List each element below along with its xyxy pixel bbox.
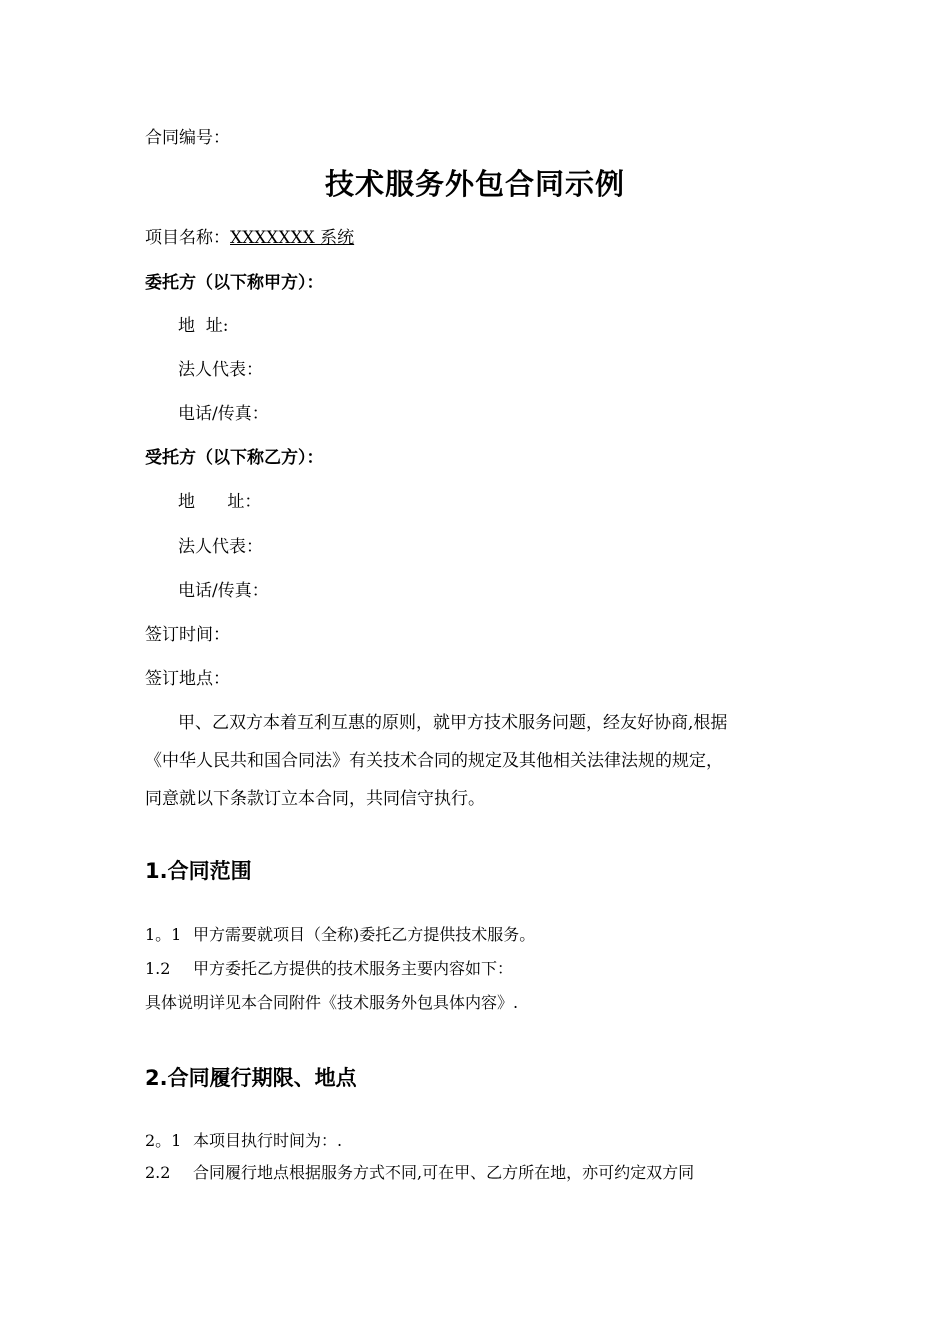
preamble-line-1: 甲、乙双方本着互利互惠的原则，就甲方技术服务问题，经友好协商,根据 [178,713,728,733]
project-name-value: XXXXXXX 系统 [230,228,355,248]
clause-text: 合同履行地点根据服务方式不同,可在甲、乙方所在地，亦可约定双方同 [193,1163,695,1182]
clause-number: 2.2 [145,1163,171,1182]
clause-text: 甲方需要就项目（全称)委托乙方提供技术服务。 [193,925,536,944]
clause-number: 1.2 [145,959,171,978]
signing-place: 签订地点： [145,669,230,689]
party-b-legal-rep: 法人代表： [178,537,263,557]
clause-number: 2。1 [145,1131,182,1150]
clause-2-1 [145,1130,342,1152]
signing-time: 签订时间： [145,625,230,645]
party-b-heading: 受托方（以下称乙方）： [145,448,324,468]
project-name-line [145,226,354,250]
section-1-heading: 1.合同范围 [145,859,252,883]
section-2-heading: 2.合同履行期限、地点 [145,1066,357,1090]
project-name-label: 项目名称： [145,228,230,248]
party-b-address: 地 址： [178,492,262,512]
clause-text: 甲方委托乙方提供的技术服务主要内容如下： [193,959,514,978]
party-a-address: 地 址: [178,316,229,336]
preamble-line-2: 《中华人民共和国合同法》有关技术合同的规定及其他相关法律法规的规定， [145,751,723,771]
preamble-line-3: 同意就以下条款订立本合同，共同信守执行。 [145,789,485,809]
clause-number: 1。1 [145,925,182,944]
clause-1-1 [145,924,535,946]
clause-1-detail: 具体说明详见本合同附件《技术服务外包具体内容》. [145,993,519,1012]
party-a-heading: 委托方（以下称甲方）： [145,273,324,293]
clause-1-2 [145,958,513,980]
party-a-phone-fax: 电话/传真： [178,404,269,424]
party-a-legal-rep: 法人代表： [178,360,263,380]
document-title: 技术服务外包合同示例 [324,167,625,201]
clause-text: 本项目执行时间为：. [193,1131,343,1150]
clause-2-2 [145,1162,694,1184]
contract-number-label: 合同编号： [145,128,230,148]
party-b-phone-fax: 电话/传真： [178,581,269,601]
